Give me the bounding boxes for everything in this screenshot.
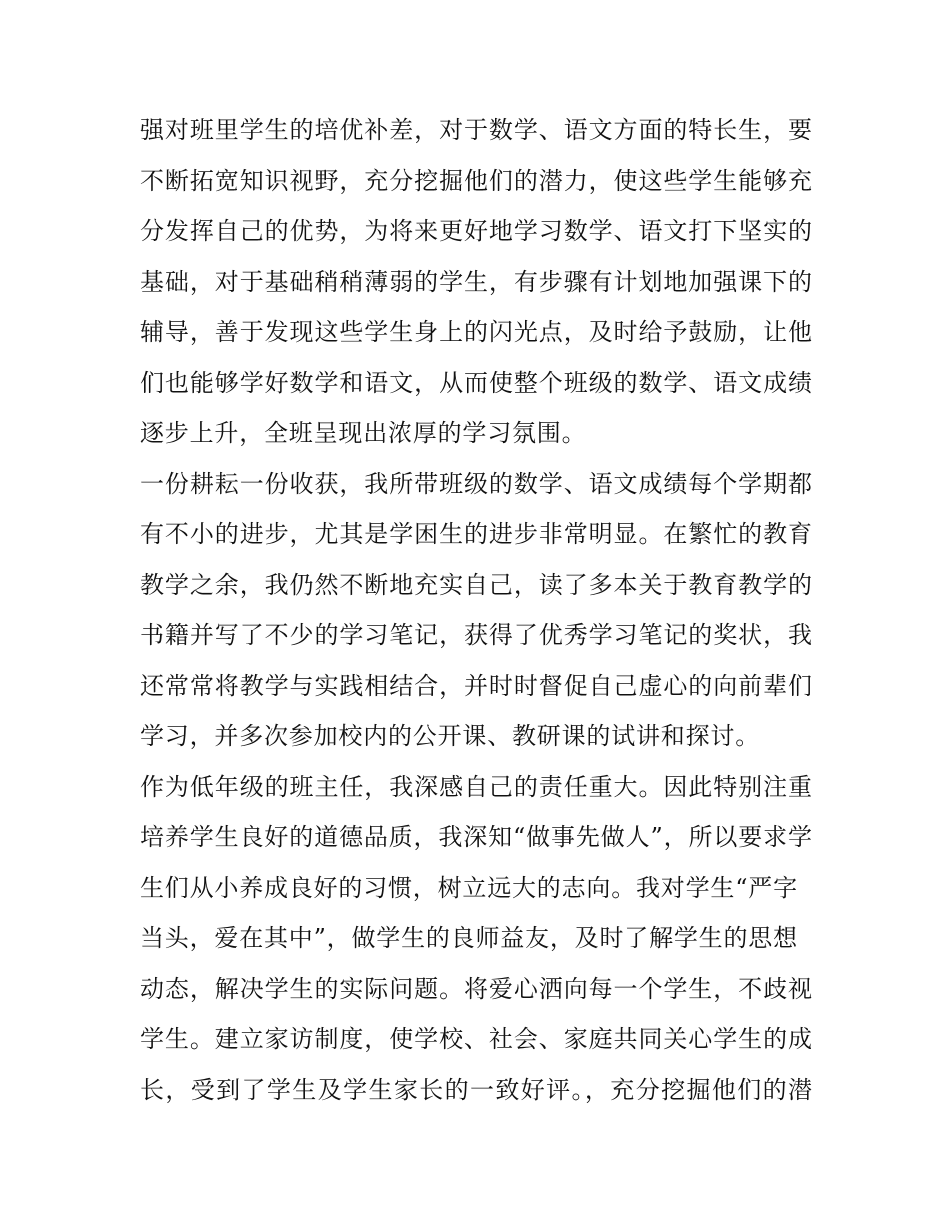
text-line: 们也能够学好数学和语文，从而使整个班级的数学、语文成绩 [140,368,812,397]
text-line: 有不小的进步，尤其是学困生的进步非常明显。在繁忙的教育 [140,520,812,548]
text-line: 培养学生良好的道德品质，我深知“做事先做人”，所以要求学 [140,823,812,851]
text-line: 生们从小养成良好的习惯，树立远大的志向。我对学生“严字 [140,873,798,902]
text-line: 学生。建立家访制度，使学校、社会、家庭共同关心学生的成 [140,1025,812,1053]
text-line: 学习，并多次参加校内的公开课、教研课的试讲和探讨。 [140,722,760,750]
text-line: 强对班里学生的培优补差，对于数学、语文方面的特长生，要 [140,116,812,144]
text-line: 作为低年级的班主任，我深感自己的责任重大。因此特别注重 [140,772,812,801]
paragraph-2 [140,459,812,762]
text-line: 动态，解决学生的实际问题。将爱心洒向每一个学生，不歧视 [140,974,812,1003]
paragraph-3 [140,762,812,1116]
text-line: 基础，对于基础稍稍薄弱的学生，有步骤有计划地加强课下的 [140,267,812,296]
text-line: 逐步上升，全班呈现出浓厚的学习氛围。 [140,419,587,447]
text-line: 书籍并写了不少的学习笔记，获得了优秀学习笔记的奖状，我 [140,621,812,649]
text-line: 一份耕耘一份收获，我所带班级的数学、语文成绩每个学期都 [140,469,812,498]
text-line: 还常常将教学与实践相结合，并时时督促自己虚心的向前辈们 [140,671,812,700]
text-line: 辅导，善于发现这些学生身上的闪光点，及时给予鼓励，让他 [140,318,812,346]
text-line: 分发挥自己的优势，为将来更好地学习数学、语文打下坚实的 [140,217,812,245]
text-line: 不断拓宽知识视野，充分挖掘他们的潜力，使这些学生能够充 [140,166,812,195]
text-line: 当头，爱在其中”，做学生的良师益友，及时了解学生的思想 [140,924,798,952]
text-line: 长，受到了学生及学生家长的一致好评。，充分挖掘他们的潜 [140,1075,812,1104]
paragraph-1 [140,105,812,459]
text-line: 教学之余，我仍然不断地充实自己，读了多本关于教育教学的 [140,570,812,599]
document-page [140,105,812,1115]
